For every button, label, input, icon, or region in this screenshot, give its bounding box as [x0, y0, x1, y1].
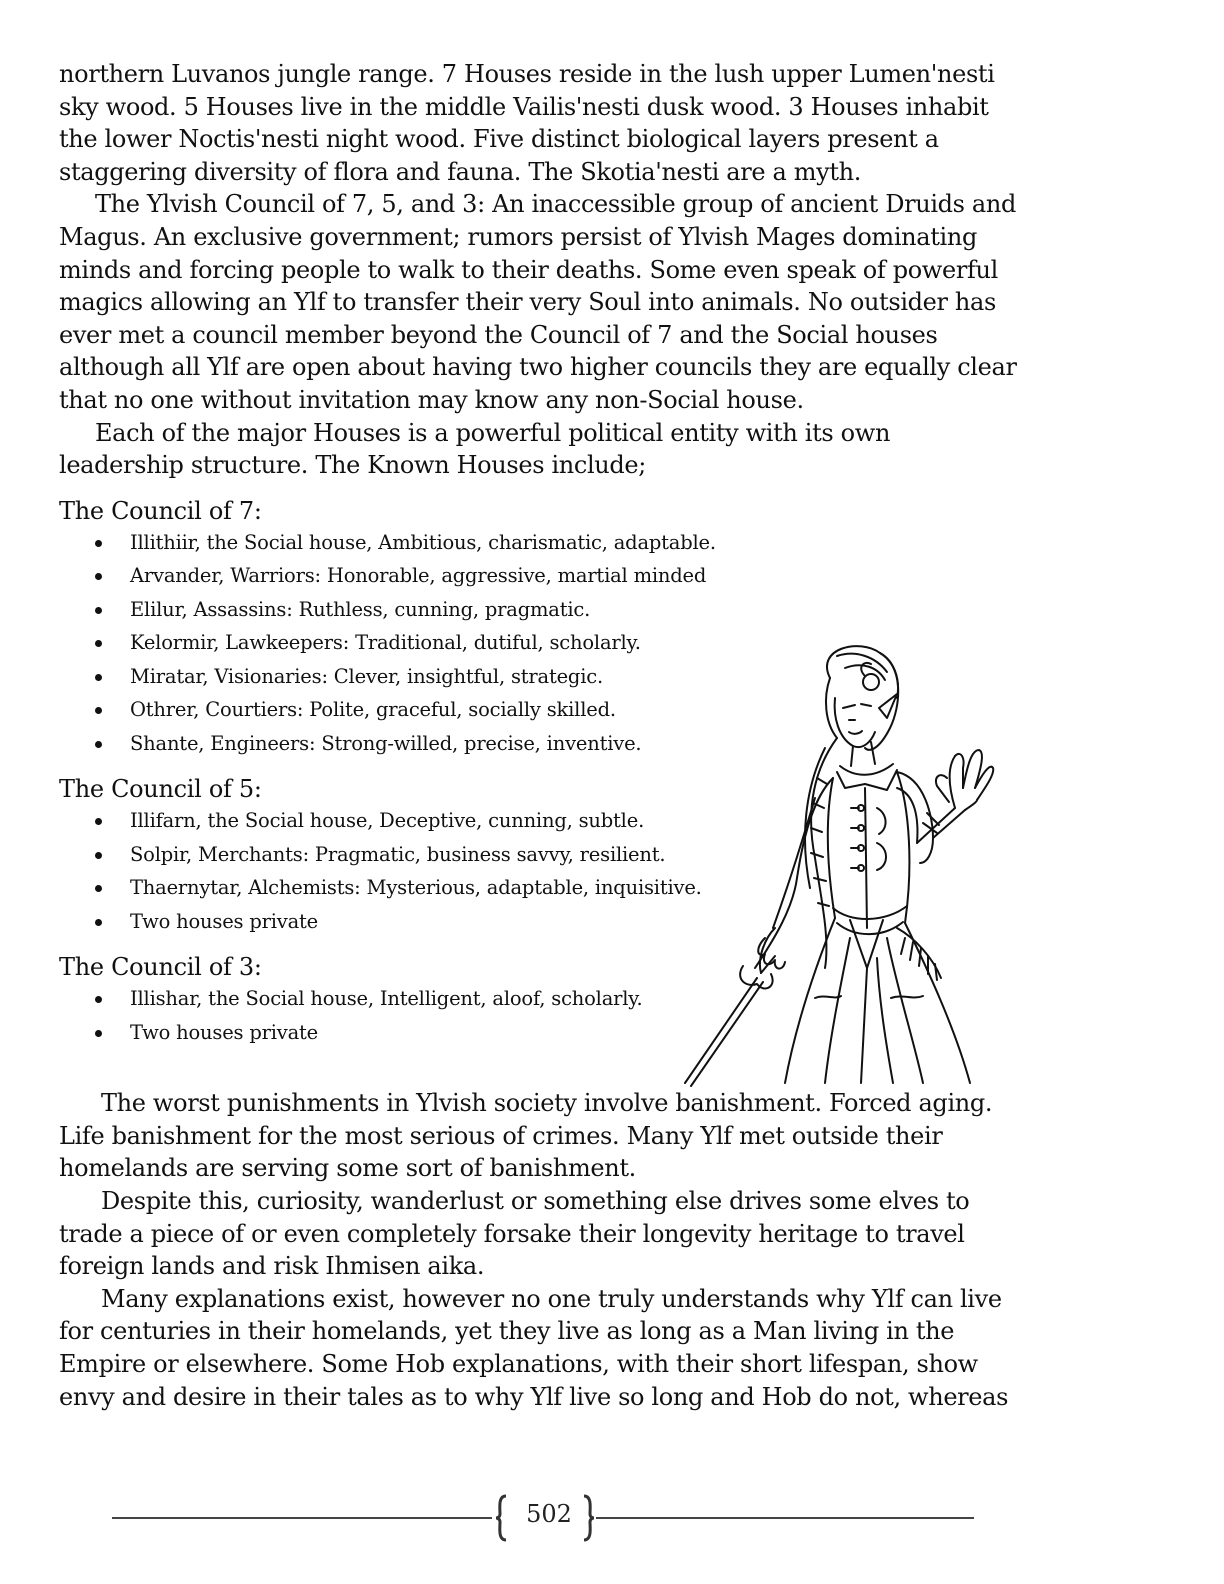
house-list-item: Illishar, the Social house, Intelligent, aloof, scholarly.	[59, 982, 1019, 1016]
house-list-item: Shante, Engineers: Strong-willed, precise, inventive.	[59, 727, 1019, 761]
council-heading: The Council of 5:	[59, 775, 262, 804]
house-list-item: Two houses private	[59, 905, 1019, 939]
footer-rule-left	[112, 1517, 492, 1519]
house-list-item: Thaernytar, Alchemists: Mysterious, adaptable, inquisitive.	[59, 871, 1019, 905]
closing-paragraph-2: Despite this, curiosity, wanderlust or something else drives some elves to trade a piece of or even completely forsake their longevity heritage to travel foreign lands and risk Ihmisen aika.	[59, 1187, 970, 1281]
house-list-item: Miratar, Visionaries: Clever, insightful, strategic.	[59, 660, 1019, 694]
right-brace-icon	[582, 1494, 596, 1542]
house-list-item: Elilur, Assassins: Ruthless, cunning, pragmatic.	[59, 593, 1019, 627]
intro-paragraph-2: The Ylvish Council of 7, 5, and 3: An inaccessible group of ancient Druids and Magus. An exclusive government; rumors persist of Ylvish Mages dominating minds and forcing people to walk to their deaths. Some even speak of powerful magics allowing an Ylf to transfer their very Soul into animals. No outsider has ever met a council member beyond the Council of 7 and the Social houses although all Ylf are open about having two higher councils they are equally clear that no one without invitation may know any non-Social house.	[59, 190, 1017, 414]
page-number: 502	[526, 1500, 572, 1528]
council-heading: The Council of 3:	[59, 953, 262, 982]
elf-woman-illustration	[665, 638, 995, 1088]
house-list-item: Arvander, Warriors: Honorable, aggressive, martial minded	[59, 559, 1019, 593]
closing-paragraph-3: Many explanations exist, however no one truly understands why Ylf can live for centuries in their homelands, yet they live as long as a Man living in the Empire or elsewhere. Some Hob explanations, with their short lifespan, show envy and desire in their tales as to why Ylf live so long and Hob do not, whereas	[59, 1284, 1009, 1411]
left-brace-icon	[494, 1494, 508, 1542]
council-heading: The Council of 7:	[59, 496, 262, 525]
house-list-item: Solpir, Merchants: Pragmatic, business savvy, resilient.	[59, 838, 1019, 872]
footer-rule-right	[596, 1517, 974, 1519]
house-list-item: Othrer, Courtiers: Polite, graceful, socially skilled.	[59, 693, 1019, 727]
page-footer	[112, 1494, 974, 1542]
closing-paragraph-1: The worst punishments in Ylvish society involve banishment. Forced aging. Life banishment for the most serious of crimes. Many Ylf met outside their homelands are serving some sort of banishment.	[59, 1089, 993, 1183]
intro-paragraph-1: northern Luvanos jungle range. 7 Houses reside in the lush upper Lumen'nesti sky wood. 5 Houses live in the middle Vailis'nesti dusk wood. 3 Houses inhabit the lower Noctis'nesti night wood. Five distinct biological layers present a staggering diversity of flora and fauna. The Skotia'nesti are a myth.	[59, 60, 995, 186]
house-list-item: Illithiir, the Social house, Ambitious, charismatic, adaptable.	[59, 526, 1019, 560]
intro-paragraph-3: Each of the major Houses is a powerful political entity with its own leadership structure. The Known Houses include;	[59, 418, 891, 480]
house-list-item: Two houses private	[59, 1016, 1019, 1050]
house-list-item: Kelormir, Lawkeepers: Traditional, dutiful, scholarly.	[59, 626, 1019, 660]
house-list-item: Illifarn, the Social house, Deceptive, cunning, subtle.	[59, 804, 1019, 838]
